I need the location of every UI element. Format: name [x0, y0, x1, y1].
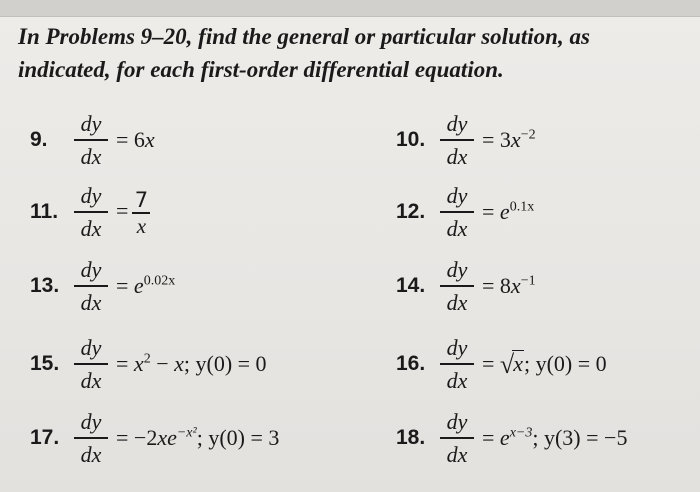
equation-rhs: = $8x^{-1}$: [482, 273, 536, 298]
problem-number: 15.: [30, 352, 60, 375]
problem-number: 16.: [396, 352, 426, 375]
derivative-fraction: dy dx: [440, 408, 474, 468]
problem-number: 12.: [396, 200, 426, 223]
derivative-fraction: dy dx: [440, 182, 474, 242]
equation-rhs: = √x; y(0) = 0: [482, 350, 607, 379]
problem-number: 13.: [30, 274, 60, 297]
page-top-rule: [0, 0, 700, 17]
derivative-fraction: dy dx: [74, 182, 108, 242]
equation-rhs: = 6x: [116, 127, 155, 152]
problem-number: 9.: [30, 128, 48, 151]
problem-number: 18.: [396, 426, 426, 449]
equation-rhs: = $-2xe^{-x^2}$; y(0) = 3: [116, 425, 280, 450]
problem-set-instructions: In Problems 9–20, find the general or particular solution, as indicated, for each first-order differential equation.: [18, 24, 590, 82]
problem-number: 17.: [30, 426, 60, 449]
problem-11: [30, 182, 350, 244]
numerator: dy: [80, 111, 102, 136]
equation-rhs: = $x^2 - x$; y(0) = 0: [116, 351, 267, 376]
equation-rhs: = $e^{0.1x}$: [482, 199, 535, 224]
problem-16: [396, 334, 692, 396]
derivative-fraction: dy dx: [74, 408, 108, 468]
problem-18: [396, 408, 692, 470]
problem-15: [30, 334, 370, 396]
problem-10: [396, 110, 686, 172]
derivative-fraction: dy dx: [74, 256, 108, 316]
problem-12: [396, 182, 686, 244]
problem-14: [396, 256, 686, 318]
derivative-fraction: [74, 110, 108, 170]
problem-9: [30, 110, 350, 172]
square-root-sign: √: [499, 350, 515, 379]
equation-rhs: = $e^{x-3}$; y(3) = −5: [482, 425, 628, 450]
denominator: dx: [80, 143, 102, 169]
equation-rhs: = $e^{0.02x}$: [116, 273, 176, 298]
equation-rhs: = $\frac{7}{x}$: [116, 188, 150, 238]
derivative-fraction: dy dx: [440, 334, 474, 394]
derivative-fraction: dy dx: [74, 334, 108, 394]
problem-number: 14.: [396, 274, 426, 297]
problem-number: 11.: [30, 200, 59, 223]
derivative-fraction: dy dx: [440, 256, 474, 316]
problem-17: [30, 408, 370, 470]
derivative-fraction: dy dx: [440, 110, 474, 170]
seven-over-x-fraction: $\frac{7}{x}$: [132, 188, 150, 238]
problem-number: 10.: [396, 128, 426, 151]
problem-13: [30, 256, 350, 318]
equation-rhs: = $3x^{-2}$: [482, 127, 536, 152]
